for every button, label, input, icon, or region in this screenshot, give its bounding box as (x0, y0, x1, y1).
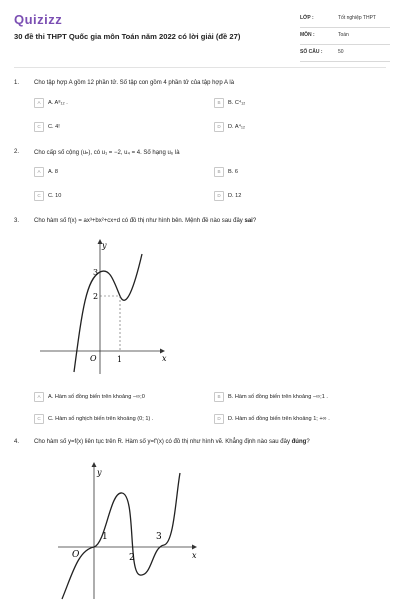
question-text-main: Cho hàm số y=f(x) liên tục trên R. Hàm số y=f'(x) có đồ thị như hình vẽ. Khẳng định nào sau đây (34, 439, 292, 445)
header-divider (14, 67, 386, 68)
tick-label-2: 2 (129, 553, 135, 563)
cubic-graph (34, 234, 184, 376)
question-text (34, 439, 310, 445)
option-text: A. 8 (48, 169, 58, 175)
option-letter: D (214, 191, 224, 201)
meta-key: SỐ CÂU : (300, 49, 323, 55)
meta-panel (300, 13, 390, 64)
option-text: B. C⁴₁₂ (228, 100, 246, 106)
option-c[interactable] (34, 122, 60, 132)
x-axis-arrow (192, 545, 197, 550)
option-letter: D (214, 414, 224, 424)
option-a[interactable] (34, 167, 58, 177)
cubic-curve (74, 254, 142, 372)
question-text: Cho cấp số cộng (uₙ), có u₁ = −2, u₄ = 4. Số hạng u₆ là (34, 150, 180, 156)
option-letter: A (34, 98, 44, 108)
option-letter: D (214, 122, 224, 132)
x-axis-arrow (160, 349, 165, 354)
option-letter: C (34, 414, 44, 424)
tick-label-1: 1 (117, 355, 123, 364)
question-text-end: ? (306, 439, 310, 445)
derivative-curve (62, 473, 180, 599)
meta-row-subject (300, 30, 390, 45)
meta-value: Toán (338, 32, 349, 38)
option-text: D. 12 (228, 193, 242, 199)
option-d[interactable] (214, 191, 241, 201)
derivative-graph (50, 455, 220, 600)
option-b[interactable] (214, 167, 238, 177)
question-text-end: ? (252, 218, 257, 224)
option-letter: A (34, 167, 44, 177)
option-text: D. A⁴₁₂ (228, 124, 246, 130)
option-letter: A (34, 392, 44, 402)
tick-label-3: 3 (156, 532, 162, 542)
meta-value: 50 (338, 49, 344, 55)
question-number: 1. (14, 80, 20, 86)
option-text: A. A⁸₁₂ . (48, 100, 68, 106)
option-text: B. 6 (228, 169, 238, 175)
option-d[interactable] (214, 122, 245, 132)
option-d[interactable] (214, 414, 330, 424)
question-number: 4. (14, 439, 20, 445)
question-text: Cho tập hợp A gồm 12 phần tử. Số tập con gồm 4 phần tử của tập hợp A là (34, 80, 235, 86)
y-axis-label: y (102, 241, 107, 250)
option-text: C. 4! (48, 124, 60, 130)
option-letter: B (214, 167, 224, 177)
option-b[interactable] (214, 98, 245, 108)
question-text (34, 218, 256, 224)
meta-key: MÔN : (300, 32, 315, 38)
tick-label-1: 1 (102, 532, 108, 542)
meta-row-count (300, 47, 390, 62)
option-letter: C (34, 191, 44, 201)
option-text: B. Hàm số đồng biến trên khoảng −∞;1 . (228, 394, 328, 400)
question-number: 2. (14, 149, 20, 155)
option-text: D. Hàm số đồng biến trên khoảng 1; +∞ . (228, 416, 330, 422)
option-letter: B (214, 392, 224, 402)
option-a[interactable] (34, 98, 68, 108)
meta-value: Tốt nghiệp THPT (338, 15, 376, 21)
question-text-emphasis: đúng (291, 439, 307, 445)
document-title: 30 đề thi THPT Quốc gia môn Toán năm 2022 có lời giải (đề 27) (14, 32, 241, 41)
option-text: C. Hàm số nghịch biến trên khoảng (0; 1) . (48, 416, 154, 422)
meta-key: LỚP : (300, 15, 314, 21)
option-a[interactable] (34, 392, 145, 402)
question-text-main: Cho hàm số f(x) = ax³+bx²+cx+d có đồ thị như hình bên. Mệnh đề nào sau đây (34, 218, 245, 224)
quizizz-logo: Quizizz (14, 12, 63, 27)
x-axis-label: x (192, 551, 197, 560)
y-axis-label: y (97, 468, 102, 477)
option-b[interactable] (214, 392, 328, 402)
option-text: A. Hàm số đồng biến trên khoảng −∞;0 (48, 394, 145, 400)
question-text-emphasis: sai (244, 218, 253, 224)
origin-label: O (90, 354, 97, 363)
option-letter: C (34, 122, 44, 132)
option-text: C. 10 (48, 193, 62, 199)
tick-label-2: 2 (93, 292, 99, 301)
y-axis-arrow (92, 462, 97, 467)
question-number: 3. (14, 218, 20, 224)
meta-row-class (300, 13, 390, 28)
origin-label: O (72, 550, 80, 560)
x-axis-label: x (162, 354, 167, 363)
option-letter: B (214, 98, 224, 108)
option-c[interactable] (34, 414, 153, 424)
tick-label-3: 3 (93, 268, 99, 277)
option-c[interactable] (34, 191, 61, 201)
